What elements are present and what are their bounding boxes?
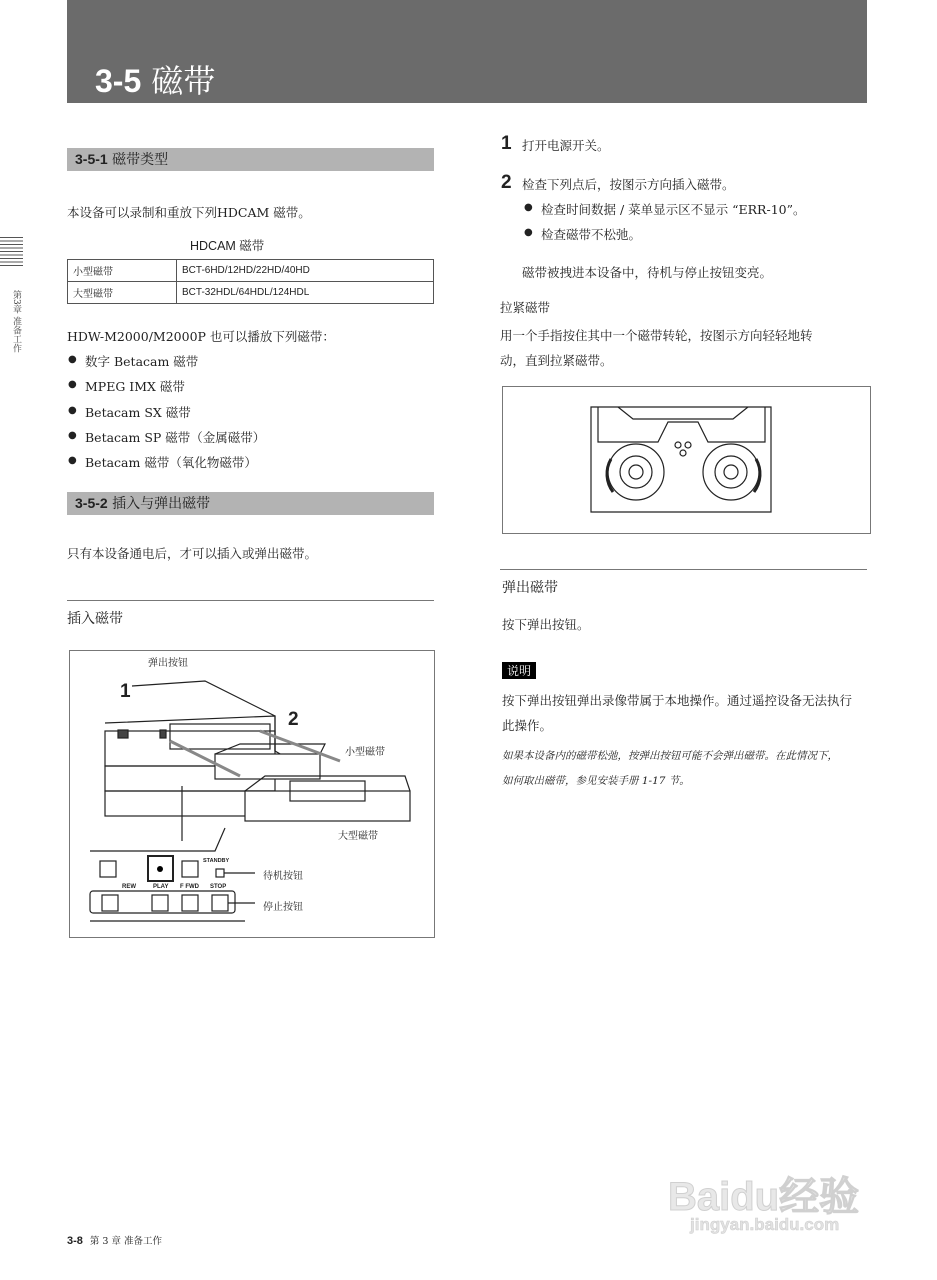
stop-text: STOP bbox=[210, 884, 227, 890]
table-row bbox=[68, 282, 434, 304]
note-text: 按下弹出按钮弹出录像带属于本地操作。通过遥控设备无法执行 bbox=[502, 693, 853, 708]
section-header-3-5-1: 3-5-1 磁带类型 bbox=[67, 148, 434, 171]
subheading-eject: 弹出磁带 bbox=[502, 580, 558, 596]
eject-button-label: 弹出按钮 bbox=[148, 658, 188, 669]
eject-text: 按下弹出按钮。 bbox=[502, 617, 590, 632]
large-tape-label: 大型磁带 bbox=[338, 831, 378, 842]
side-tab-lines bbox=[0, 237, 23, 267]
section-title: 磁带 bbox=[151, 62, 216, 100]
step-text: 检查下列点后，按图示方向插入磁带。 bbox=[522, 177, 735, 192]
intro-text: 本设备可以录制和重放下列HDCAM 磁带。 bbox=[67, 205, 311, 220]
subheading-insert: 插入磁带 bbox=[67, 611, 123, 627]
play-text: PLAY bbox=[153, 884, 169, 890]
stop-button-label: 停止按钮 bbox=[263, 902, 303, 913]
cell-models: BCT-6HD/12HD/22HD/40HD bbox=[177, 260, 434, 282]
table-title: HDCAM 磁带 bbox=[190, 239, 265, 253]
cassette-figure bbox=[502, 386, 871, 534]
tape-table bbox=[67, 259, 434, 304]
step2-marker: 2 bbox=[288, 709, 299, 730]
standby-button-label: 待机按钮 bbox=[263, 871, 303, 882]
list-item: ● Betacam 磁带（氧化物磁带） bbox=[85, 453, 257, 471]
caution-text: 如何取出磁带，参见安装手册 1-17 节。 bbox=[502, 775, 690, 787]
step-text: 打开电源开关。 bbox=[522, 138, 610, 153]
tighten-title: 拉紧磁带 bbox=[500, 300, 551, 315]
baidu-watermark-logo: Baidu经验 bbox=[668, 1175, 860, 1219]
cell-models: BCT-32HDL/64HDL/124HDL bbox=[177, 282, 434, 304]
note-text: 此操作。 bbox=[502, 718, 553, 733]
list-item: ● Betacam SP 磁带（金属磁带） bbox=[85, 428, 265, 446]
caution-text: 如果本设备内的磁带松弛，按弹出按钮可能不会弹出磁带。在此情况下， bbox=[502, 750, 838, 762]
step-number: 1 bbox=[501, 133, 512, 154]
cassette-reels-illustration bbox=[503, 387, 870, 533]
ffwd-text: F FWD bbox=[180, 884, 199, 890]
list-item: ● MPEG IMX 磁带 bbox=[85, 377, 185, 395]
page-number: 3-8 bbox=[67, 1235, 83, 1247]
cell-type: 大型磁带 bbox=[68, 282, 177, 304]
side-tab-label: 第3章 准备工作 bbox=[11, 290, 21, 353]
tighten-text: 用一个手指按住其中一个磁带转轮，按图示方向轻轻地转 bbox=[500, 328, 813, 343]
divider bbox=[500, 569, 867, 570]
insert-tape-figure bbox=[69, 650, 435, 938]
divider bbox=[67, 600, 434, 601]
check-item: ● 检查时间数据 / 菜单显示区不显示 “ERR-10”。 bbox=[541, 200, 806, 218]
rew-text: REW bbox=[122, 884, 136, 890]
cell-type: 小型磁带 bbox=[68, 260, 177, 282]
intro-text: 只有本设备通电后，才可以插入或弹出磁带。 bbox=[67, 546, 318, 561]
note-badge: 说明 bbox=[502, 662, 536, 679]
list-item: ● Betacam SX 磁带 bbox=[85, 403, 191, 421]
list-item: ● 数字 Betacam 磁带 bbox=[85, 352, 198, 370]
small-tape-label: 小型磁带 bbox=[345, 747, 385, 758]
standby-text: STANDBY bbox=[203, 858, 230, 864]
section-header-3-5-2: 3-5-2 插入与弹出磁带 bbox=[67, 492, 434, 515]
page-footer bbox=[67, 1233, 162, 1247]
also-plays-text: HDW-M2000/M2000P 也可以播放下列磁带： bbox=[67, 329, 335, 344]
table-row bbox=[68, 260, 434, 282]
baidu-watermark-url: jingyan.baidu.com bbox=[690, 1215, 840, 1234]
footer-chapter: 第 3 章 准备工作 bbox=[89, 1236, 163, 1247]
tighten-text: 动，直到拉紧磁带。 bbox=[500, 353, 613, 368]
step-result: 磁带被拽进本设备中，待机与停止按钮变亮。 bbox=[522, 265, 773, 280]
section-number: 3-5 bbox=[95, 63, 142, 99]
step1-marker: 1 bbox=[120, 681, 131, 702]
step-number: 2 bbox=[501, 172, 512, 193]
check-item: ● 检查磁带不松弛。 bbox=[541, 225, 641, 243]
page-title bbox=[95, 56, 215, 102]
